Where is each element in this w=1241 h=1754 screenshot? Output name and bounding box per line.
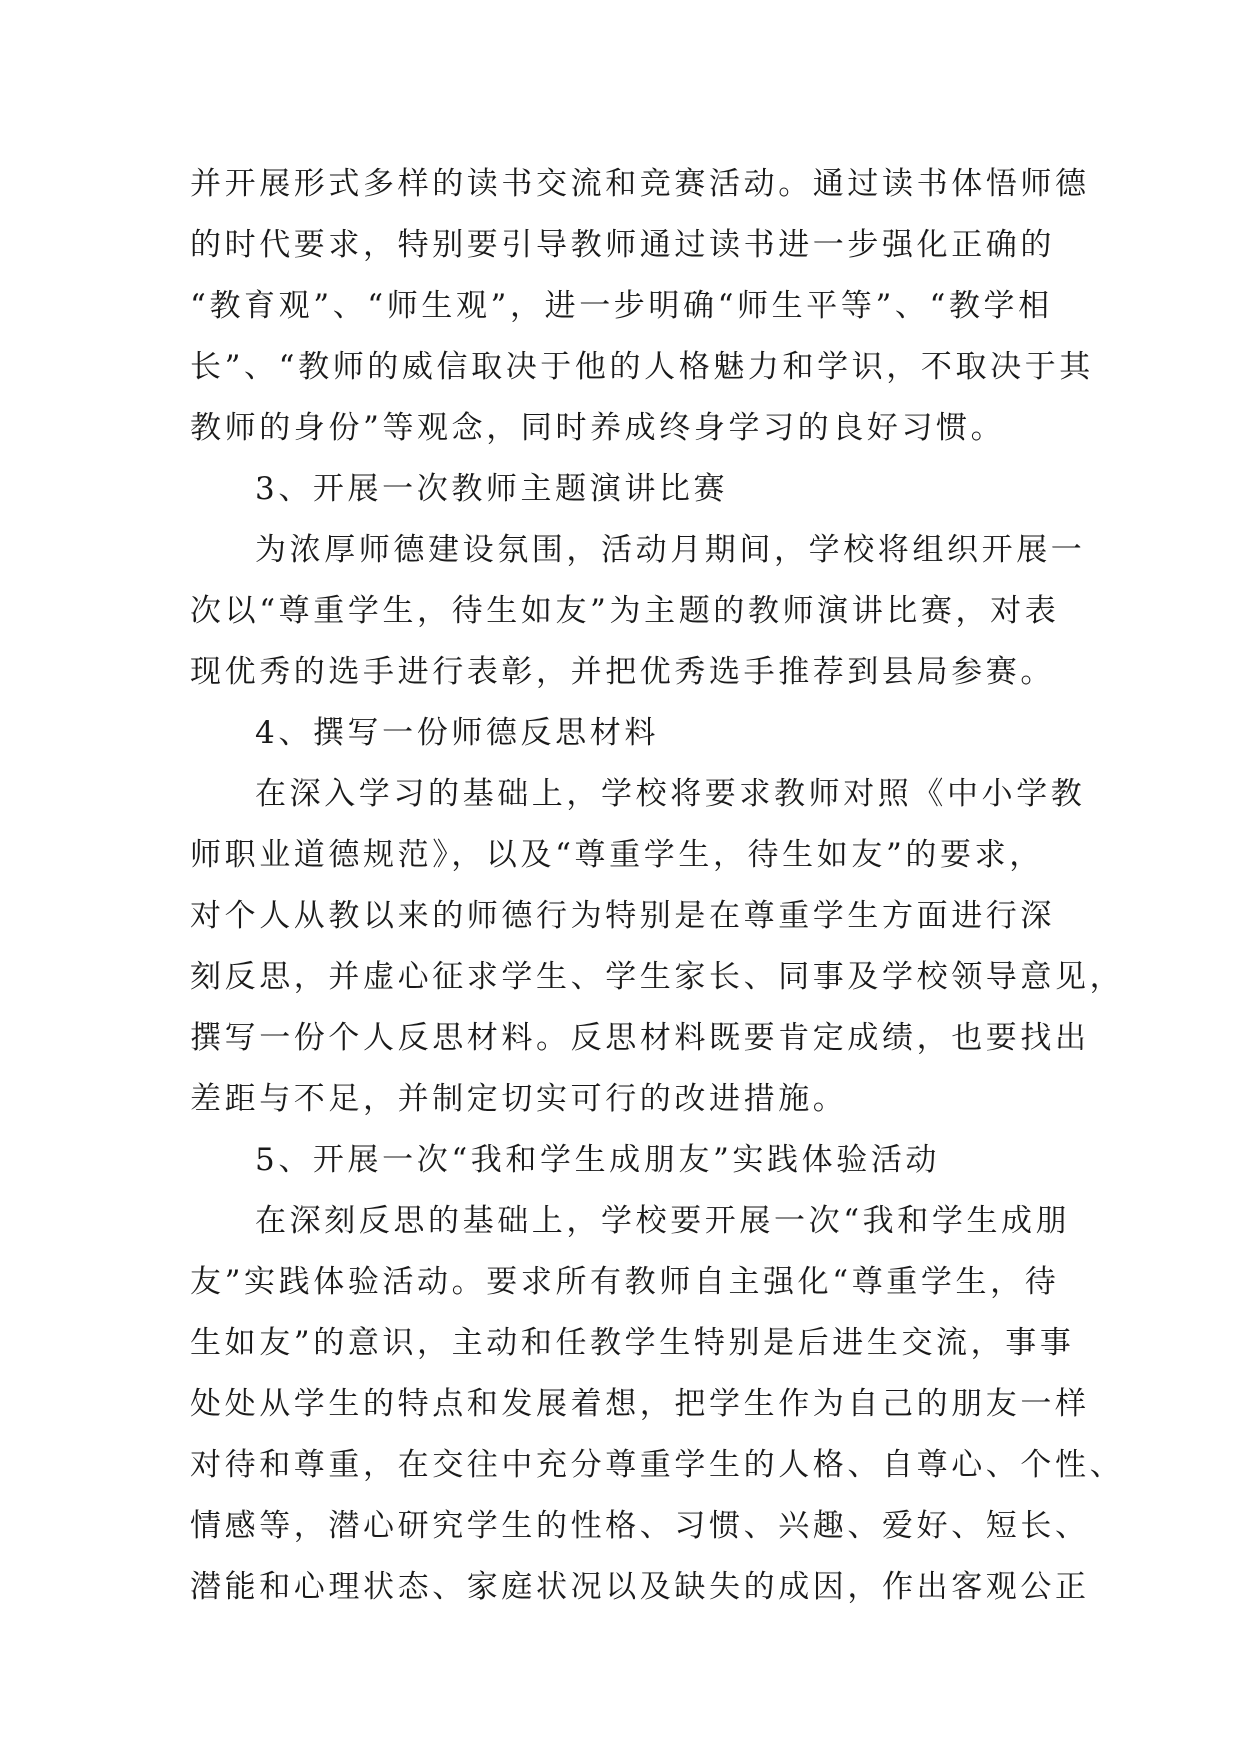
body-text-line: 师职业道德规范》，以及“尊重学生，待生如友”的要求， [190, 837, 1044, 873]
body-text-line: 处处从学生的特点和发展着想，把学生作为自己的朋友一样 [190, 1386, 1090, 1422]
body-text-line: 并开展形式多样的读书交流和竞赛活动。通过读书体悟师德 [190, 166, 1090, 202]
body-text-line: 在深入学习的基础上，学校将要求教师对照《中小学教 [255, 776, 1086, 812]
body-text-line: 潜能和心理状态、家庭状况以及缺失的成因，作出客观公正 [190, 1569, 1090, 1605]
body-text-line: 对待和尊重，在交往中充分尊重学生的人格、自尊心、个性、 [190, 1447, 1125, 1483]
body-text-line: 刻反思，并虚心征求学生、学生家长、同事及学校领导意见， [190, 959, 1125, 995]
body-text-line: 在深刻反思的基础上，学校要开展一次“我和学生成朋 [255, 1203, 1071, 1239]
body-text-line: 情感等，潜心研究学生的性格、习惯、兴趣、爱好、短长、 [190, 1508, 1090, 1544]
body-text-line: 对个人从教以来的师德行为特别是在尊重学生方面进行深 [190, 898, 1055, 934]
section-heading: 5、开展一次“我和学生成朋友”实践体验活动 [255, 1142, 941, 1178]
body-text-line: 教师的身份”等观念，同时养成终身学习的良好习惯。 [190, 410, 1006, 446]
section-heading: 3、开展一次教师主题演讲比赛 [255, 471, 729, 507]
body-text-line: 长”、“教师的威信取决于他的人格魅力和学识，不取决于其 [190, 349, 1094, 385]
body-text-line: 生如友”的意识，主动和任教学生特别是后进生交流，事事 [190, 1325, 1075, 1361]
body-text-line: 差距与不足，并制定切实可行的改进措施。 [190, 1081, 848, 1117]
body-text-line: 为浓厚师德建设氛围，活动月期间，学校将组织开展一 [255, 532, 1086, 568]
section-heading: 4、撰写一份师德反思材料 [255, 715, 659, 751]
body-text-line: “教育观”、“师生观”，进一步明确“师生平等”、“教学相 [190, 288, 1053, 324]
body-text-line: 次以“尊重学生，待生如友”为主题的教师演讲比赛，对表 [190, 593, 1060, 629]
body-text-line: 撰写一份个人反思材料。反思材料既要肯定成绩，也要找出 [190, 1020, 1090, 1056]
body-text-line: 的时代要求，特别要引导教师通过读书进一步强化正确的 [190, 227, 1055, 263]
body-text-line: 现优秀的选手进行表彰，并把优秀选手推荐到县局参赛。 [190, 654, 1055, 690]
body-text-line: 友”实践体验活动。要求所有教师自主强化“尊重学生，待 [190, 1264, 1060, 1300]
